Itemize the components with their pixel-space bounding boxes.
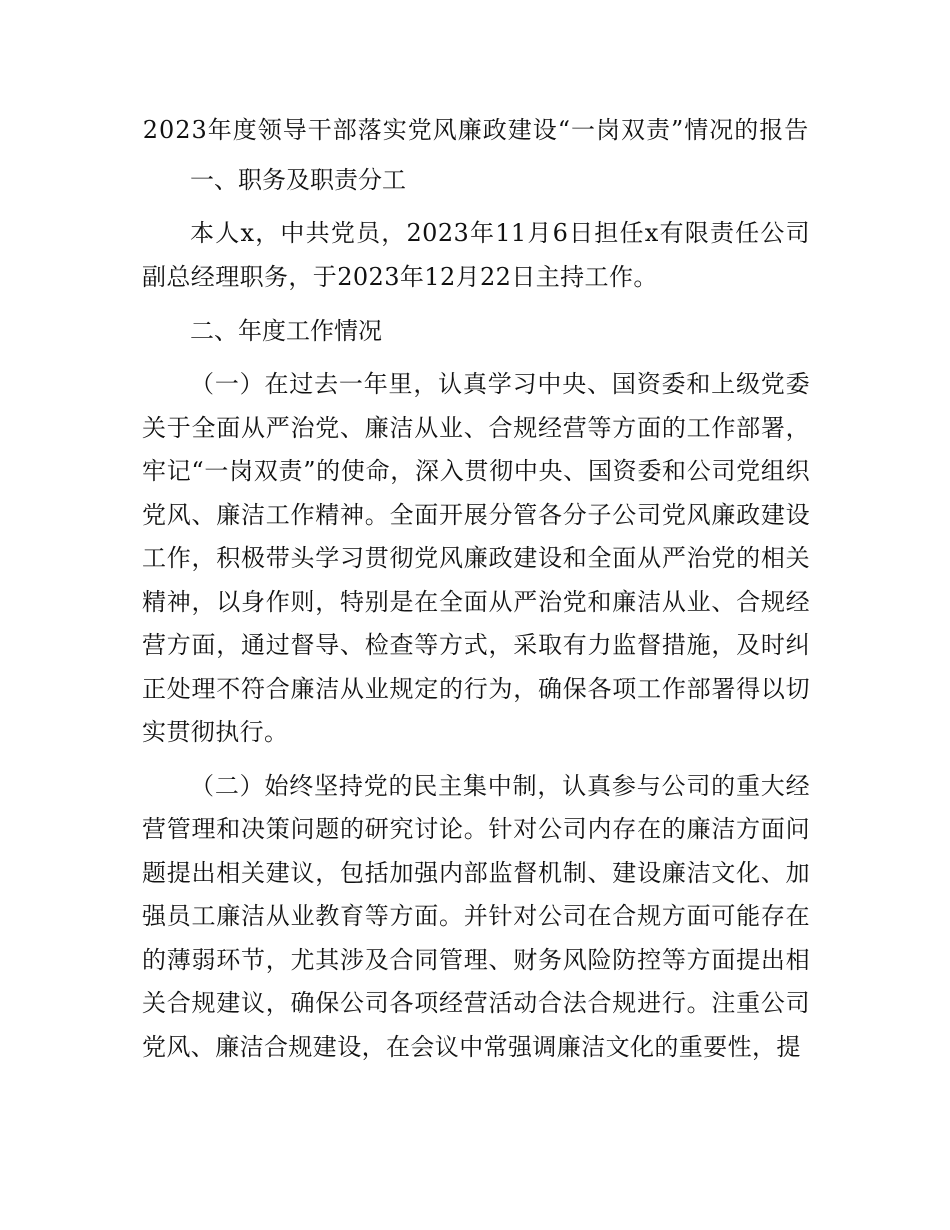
paragraph-work-2: （二）始终坚持党的民主集中制，认真参与公司的重大经营管理和决策问题的研究讨论。针对公司内存在的廉洁方面问题提出相关建议，包括加强内部监督机制、建设廉洁文化、加强员工廉洁从业教育等方面。并针对公司在合规方面可能存在的薄弱环节，尤其涉及合同管理、财务风险防控等方面提出相关合规建议，确保公司各项经营活动合法合规进行。注重公司党风、廉洁合规建设，在会议中常强调廉洁文化的重要性，提	[142, 771, 810, 1061]
document-title: 2023年度领导干部落实党风廉政建设“一岗双责”情况的报告	[142, 116, 810, 144]
paragraph-work-1: （一）在过去一年里，认真学习中央、国资委和上级党委关于全面从严治党、廉洁从业、合规经营等方面的工作部署，牢记“一岗双责”的使命，深入贯彻中央、国资委和公司党组织党风、廉洁工作精神。全面开展分管各分子公司党风廉政建设工作，积极带头学习贯彻党风廉政建设和全面从严治党的相关精神，以身作则，特别是在全面从严治党和廉洁从业、合规经营方面，通过督导、检查等方式，采取有力监督措施，及时纠正处理不符合廉洁从业规定的行为，确保各项工作部署得以切实贯彻执行。	[142, 370, 810, 746]
section-heading-annual-work: 二、年度工作情况	[190, 317, 382, 345]
paragraph-duties: 本人x，中共党员，2023年11月6日担任x有限责任公司副总经理职务，于2023年12月22日主持工作。	[142, 219, 810, 291]
document-body	[142, 108, 810, 1079]
section-heading-duties: 一、职务及职责分工	[190, 166, 406, 194]
